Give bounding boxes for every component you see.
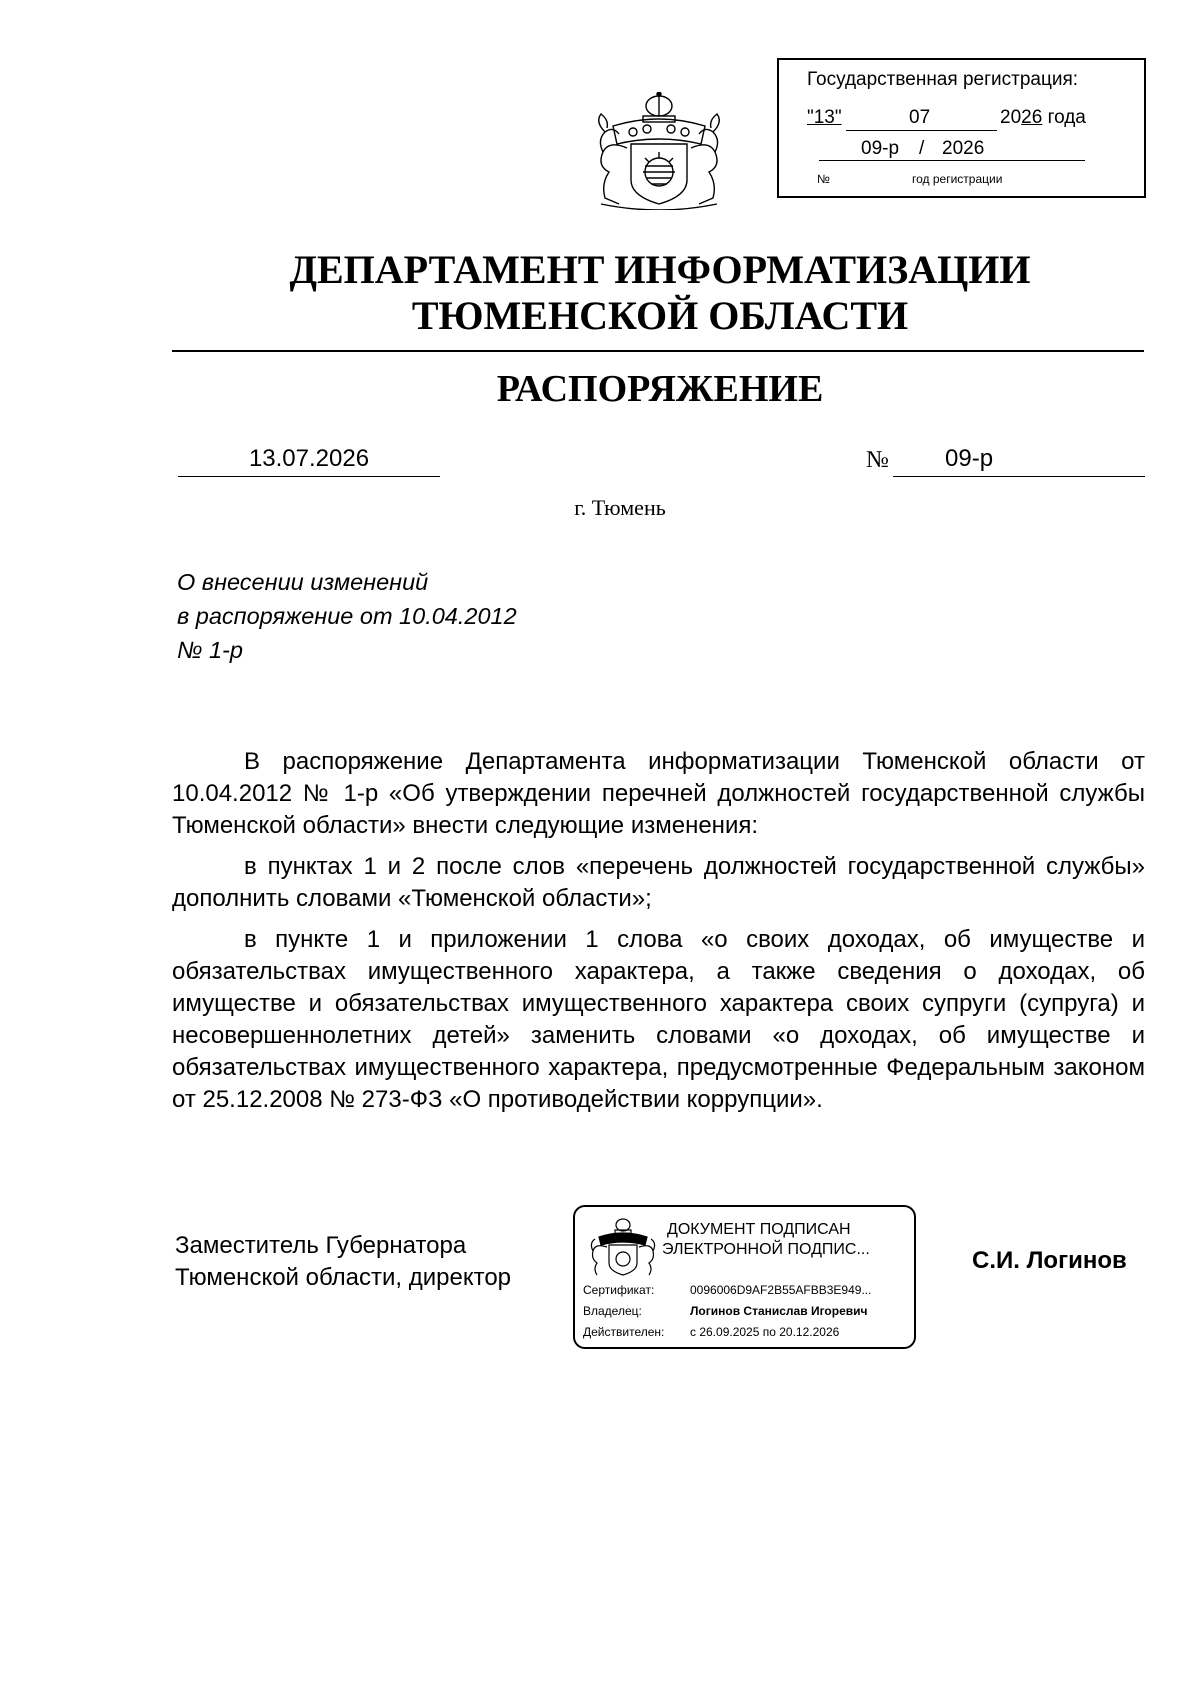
signer-title bbox=[175, 1230, 511, 1294]
registration-number-line bbox=[819, 160, 1085, 161]
stamp-certificate-label: Сертификат: bbox=[583, 1283, 655, 1297]
body-paragraph: В распоряжение Департамента информатизации Тюменской области от 10.04.2012 № 1-р «Об утверждении перечней должностей государственной службы Тюменской области» внести следующие изменения: bbox=[172, 748, 1145, 839]
signer-title-line2: Тюменской области, директор bbox=[175, 1264, 512, 1291]
number-sign: № bbox=[866, 447, 889, 473]
signer-title-line1: Заместитель Губернатора bbox=[175, 1232, 467, 1259]
department-title bbox=[260, 247, 1060, 339]
registration-month-line bbox=[846, 130, 997, 131]
registration-day: "13" bbox=[807, 107, 842, 128]
document-body bbox=[172, 746, 1145, 1125]
stamp-owner-label: Владелец: bbox=[583, 1304, 642, 1318]
coat-of-arms-icon bbox=[583, 92, 735, 210]
document-number bbox=[893, 445, 1145, 477]
registration-year-caption: год регистрации bbox=[912, 172, 1003, 186]
stamp-coat-of-arms-icon bbox=[585, 1217, 661, 1277]
registration-month: 07 bbox=[909, 107, 931, 128]
stamp-heading-line2: ЭЛЕКТРОННОЙ ПОДПИС... bbox=[662, 1241, 870, 1258]
electronic-signature-stamp bbox=[573, 1205, 916, 1349]
registration-number: 09-р bbox=[861, 138, 900, 159]
registration-number-caption: № bbox=[817, 172, 830, 186]
stamp-valid-label: Действителен: bbox=[583, 1325, 665, 1339]
stamp-owner-value: Логинов Станислав Игоревич bbox=[690, 1304, 868, 1318]
registration-year: 2026 года bbox=[1000, 107, 1086, 128]
registration-box bbox=[777, 58, 1146, 198]
document-date: 13.07.2026 bbox=[178, 445, 440, 477]
document-subject bbox=[177, 565, 517, 667]
registration-slash: / bbox=[919, 138, 925, 159]
subject-line3: № 1-р bbox=[177, 637, 243, 663]
stamp-valid-value: с 26.09.2025 по 20.12.2026 bbox=[690, 1325, 840, 1339]
document-number-value: 09-р bbox=[945, 445, 994, 472]
stamp-certificate-value: 0096006D9AF2B55AFBB3E949... bbox=[690, 1283, 872, 1297]
stamp-heading-line1: ДОКУМЕНТ ПОДПИСАН bbox=[667, 1221, 851, 1238]
body-paragraph: в пункте 1 и приложении 1 слова «о своих доходах, об имуществе и обязательствах имущественного характера, а также сведения о доходах, об имуществе и обязательствах имущественного характера своих супруги (супруга) и несовершеннолетних детей» заменить словами «о доходах, об имуществе и обязательствах имущественного характера, предусмотренные Федеральным законом от 25.12.2008 № 273-ФЗ «О противодействии коррупции». bbox=[172, 926, 1145, 1113]
document-type: РАСПОРЯЖЕНИЕ bbox=[496, 368, 824, 410]
registration-year-value: 2026 bbox=[942, 138, 985, 159]
signer-name: С.И. Логинов bbox=[972, 1247, 1127, 1274]
header-divider bbox=[172, 350, 1144, 352]
registration-title: Государственная регистрация: bbox=[807, 69, 1079, 90]
department-title-line1: ДЕПАРТАМЕНТ ИНФОРМАТИЗАЦИИ bbox=[289, 247, 1031, 292]
subject-line2: в распоряжение от 10.04.2012 bbox=[177, 603, 517, 629]
body-paragraph: в пунктах 1 и 2 после слов «перечень должностей государственной службы» дополнить словами «Тюменской области»; bbox=[172, 853, 1145, 912]
department-title-line2: ТЮМЕНСКОЙ ОБЛАСТИ bbox=[411, 293, 909, 338]
city: г. Тюмень bbox=[574, 495, 666, 520]
subject-line1: О внесении изменений bbox=[177, 569, 429, 595]
